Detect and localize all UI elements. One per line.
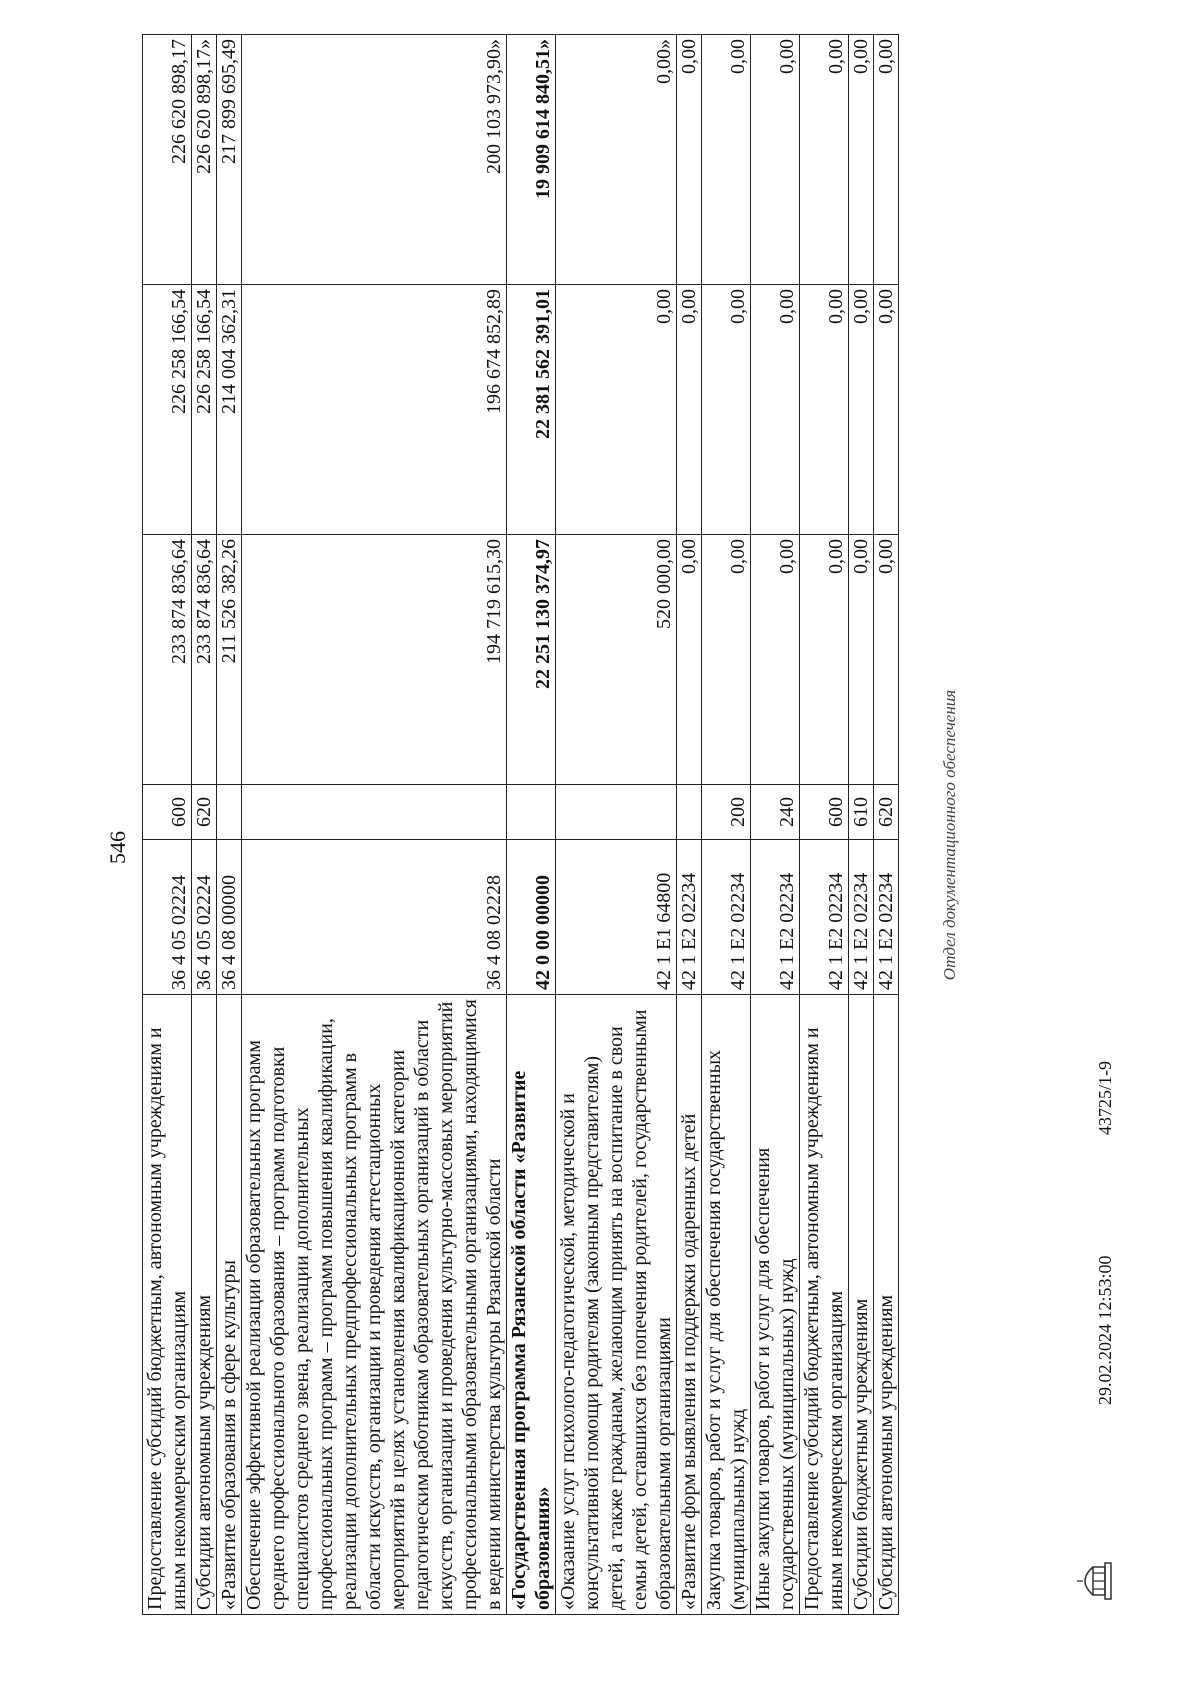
row-value-3: 0,00 — [677, 35, 702, 285]
row-expense-type: 200 — [702, 785, 751, 840]
row-code: 42 1 E2 02234 — [800, 840, 849, 995]
row-value-1: 0,00 — [751, 535, 800, 785]
table-row — [800, 35, 849, 1615]
budget-table — [142, 34, 899, 1615]
footer-doc-number: 43725/1-9 — [1095, 1061, 1115, 1135]
row-value-2: 0,00 — [751, 285, 800, 535]
row-value-1: 520 000,00 — [556, 535, 677, 785]
row-value-3: 19 909 614 840,51» — [507, 35, 556, 285]
table-row — [751, 35, 800, 1615]
row-code: 42 1 E2 02234 — [849, 840, 874, 995]
row-code: 42 1 E2 02234 — [751, 840, 800, 995]
row-value-2: 226 258 166,54 — [143, 285, 192, 535]
row-name: Субсидии автономным учреждениям — [874, 995, 899, 1615]
row-value-2: 226 258 166,54 — [192, 285, 217, 535]
table-row — [874, 35, 899, 1615]
row-value-2: 0,00 — [677, 285, 702, 535]
row-value-3: 0,00 — [751, 35, 800, 285]
row-code: 42 1 E2 02234 — [702, 840, 751, 995]
row-value-3: 0,00 — [849, 35, 874, 285]
row-code: 36 4 05 02224 — [192, 840, 217, 995]
row-value-1: 0,00 — [849, 535, 874, 785]
row-expense-type: 620 — [874, 785, 899, 840]
row-expense-type: 600 — [143, 785, 192, 840]
table-row — [217, 35, 242, 1615]
row-name: Закупка товаров, работ и услуг для обеспечения государственных (муниципальных) нужд — [702, 995, 751, 1615]
table-row — [677, 35, 702, 1615]
row-value-1: 0,00 — [874, 535, 899, 785]
row-expense-type — [556, 785, 677, 840]
table-row — [143, 35, 192, 1615]
row-code: 36 4 05 02224 — [143, 840, 192, 995]
row-expense-type: 240 — [751, 785, 800, 840]
table-row — [849, 35, 874, 1615]
row-name: «Развитие образования в сфере культуры — [217, 995, 242, 1615]
table-row — [192, 35, 217, 1615]
row-value-1: 233 874 836,64 — [192, 535, 217, 785]
row-value-3: 217 899 695,49 — [217, 35, 242, 285]
row-code: 36 4 08 02228 — [242, 840, 507, 995]
emblem-icon — [1075, 1559, 1115, 1603]
row-expense-type — [242, 785, 507, 840]
row-value-3: 0,00 — [702, 35, 751, 285]
budget-table-body — [143, 35, 899, 1615]
row-name: Субсидии автономным учреждениям — [192, 995, 217, 1615]
row-name: Обеспечение эффективной реализации образовательных программ среднего профессионального образования – программ подготовки специалистов среднего звена, реализации дополнительных профессиональных программ – программ повышения квалификации, реализации дополнительных предпрофессиональных программ в области искусств, организации и проведения аттестационных мероприятий в целях установления квалификационной категории педагогическим работникам образовательных организаций в области искусств, организации и проведения культурно-массовых мероприятий профессиональными образовательными организациями, находящимися в ведении министерства культуры Рязанской области — [242, 995, 507, 1615]
row-value-2: 214 004 362,31 — [217, 285, 242, 535]
row-value-1: 233 874 836,64 — [143, 535, 192, 785]
row-code: 36 4 08 00000 — [217, 840, 242, 995]
row-value-2: 0,00 — [556, 285, 677, 535]
table-row — [507, 35, 556, 1615]
table-row — [556, 35, 677, 1615]
row-code: 42 1 E2 02234 — [677, 840, 702, 995]
row-name: Субсидии бюджетным учреждениям — [849, 995, 874, 1615]
row-value-3: 0,00» — [556, 35, 677, 285]
row-value-2: 196 674 852,89 — [242, 285, 507, 535]
row-value-3: 200 103 973,90» — [242, 35, 507, 285]
row-name: Иные закупки товаров, работ и услуг для обеспечения государственных (муниципальных) нужд — [751, 995, 800, 1615]
row-value-2: 0,00 — [849, 285, 874, 535]
row-value-3: 226 620 898,17» — [192, 35, 217, 285]
row-name: Предоставление субсидий бюджетным, автономным учреждениям и иным некоммерческим организациям — [800, 995, 849, 1615]
row-name: «Оказание услуг психолого-педагогической, методической и консультативной помощи родителям (законным представителям) детей, а также гражданам, желающим принять на воспитание в свои семьи детей, оставшихся без попечения родителей, государственными образовательными организациями — [556, 995, 677, 1615]
table-row — [702, 35, 751, 1615]
row-value-2: 0,00 — [874, 285, 899, 535]
row-value-2: 0,00 — [702, 285, 751, 535]
department-stamp: Отдел документационного обеспечения — [940, 689, 959, 981]
row-value-2: 0,00 — [800, 285, 849, 535]
page-number: 546 — [105, 831, 130, 864]
row-expense-type: 620 — [192, 785, 217, 840]
row-expense-type — [217, 785, 242, 840]
row-expense-type — [677, 785, 702, 840]
row-value-1: 194 719 615,30 — [242, 535, 507, 785]
row-expense-type: 600 — [800, 785, 849, 840]
table-row — [242, 35, 507, 1615]
row-name: Предоставление субсидий бюджетным, автономным учреждениям и иным некоммерческим организациям — [143, 995, 192, 1615]
row-value-1: 0,00 — [800, 535, 849, 785]
row-name: «Развитие форм выявления и поддержки одаренных детей — [677, 995, 702, 1615]
row-value-1: 211 526 382,26 — [217, 535, 242, 785]
row-code: 42 1 E1 64800 — [556, 840, 677, 995]
row-code: 42 1 E2 02234 — [874, 840, 899, 995]
row-value-1: 0,00 — [677, 535, 702, 785]
row-value-2: 22 381 562 391,01 — [507, 285, 556, 535]
row-value-1: 0,00 — [702, 535, 751, 785]
row-value-3: 0,00 — [874, 35, 899, 285]
footer-date: 29.02.2024 12:53:00 — [1095, 1255, 1115, 1405]
row-value-3: 0,00 — [800, 35, 849, 285]
row-expense-type: 610 — [849, 785, 874, 840]
row-expense-type — [507, 785, 556, 840]
row-name: «Государственная программа Рязанской области «Развитие образования» — [507, 995, 556, 1615]
row-value-3: 226 620 898,17 — [143, 35, 192, 285]
row-value-1: 22 251 130 374,97 — [507, 535, 556, 785]
row-code: 42 0 00 00000 — [507, 840, 556, 995]
